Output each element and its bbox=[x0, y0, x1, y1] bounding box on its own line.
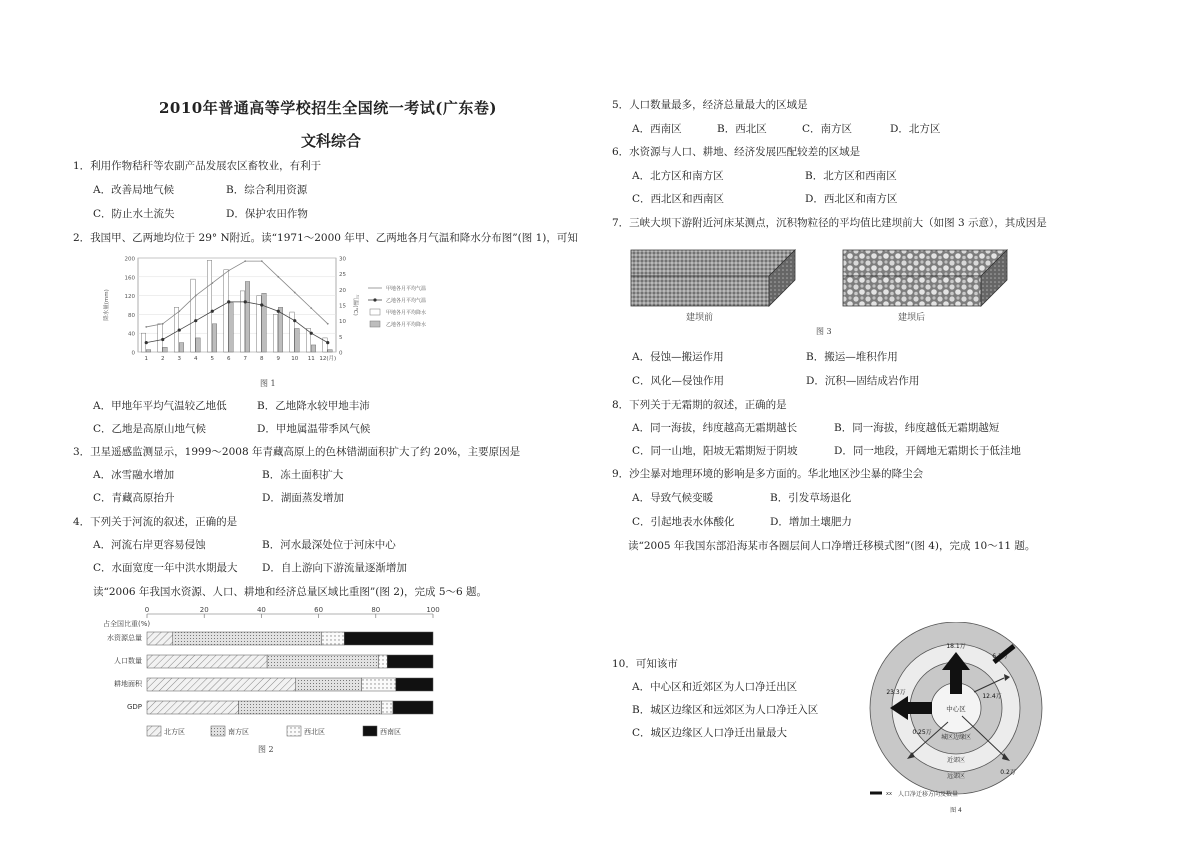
after-dam-block bbox=[843, 250, 1007, 306]
q10-stem: 10．可知该市 bbox=[612, 658, 678, 670]
point-yi-temperature bbox=[326, 341, 329, 344]
q2-option-d[interactable]: D．甲地属温带季风气候 bbox=[257, 423, 371, 435]
bar-jia-precipitation bbox=[191, 279, 196, 352]
migration-amount-label: 12.4万 bbox=[982, 693, 1002, 700]
stacked-bar-segment bbox=[396, 678, 433, 691]
bar-jia-precipitation bbox=[158, 324, 163, 352]
stacked-bar-segment bbox=[239, 701, 382, 714]
figure-1-caption: 图 1 bbox=[260, 379, 276, 388]
ring2-zone-label: 近郊区 bbox=[946, 757, 966, 764]
stacked-bar-segment bbox=[267, 655, 379, 668]
point-yi-temperature bbox=[227, 300, 230, 303]
q7-option-c[interactable]: C．风化—侵蚀作用 bbox=[632, 375, 725, 387]
q2-stem: 2．我国甲、乙两地均位于 29° N附近。读“1971～2000 年甲、乙两地各月气温和降水分布图”(图 1)，可知 bbox=[73, 232, 578, 244]
figure-3-label-before: 建坝前 bbox=[686, 313, 714, 323]
legend-sample: xx bbox=[886, 791, 892, 797]
q1-option-c[interactable]: C．防止水土流失 bbox=[93, 208, 175, 220]
q7-option-a[interactable]: A．侵蚀—搬运作用 bbox=[632, 351, 724, 363]
figure-2-stacked-bar-chart bbox=[85, 602, 455, 757]
stacked-bar-segment bbox=[362, 678, 396, 691]
q7-option-d[interactable]: D．沉积—固结成岩作用 bbox=[806, 375, 920, 387]
stacked-bar-segment bbox=[382, 701, 393, 714]
point-jia-temperature bbox=[178, 310, 180, 312]
legend-label: 西北区 bbox=[304, 728, 325, 736]
stacked-bar-segment bbox=[173, 632, 322, 645]
q2-option-b[interactable]: B．乙地降水较甲地丰沛 bbox=[257, 400, 370, 412]
q4-option-a[interactable]: A．河流右岸更容易侵蚀 bbox=[93, 539, 206, 551]
q8-option-d[interactable]: D．同一地段，开阔地无霜期长于低洼地 bbox=[834, 445, 1021, 457]
q2-option-a[interactable]: A．甲地年平均气温较乙地低 bbox=[93, 400, 227, 412]
read-figure-2-instruction: 读“2006 年我国水资源、人口、耕地和经济总量区域比重图”(图 2)，完成 5～6 题。 bbox=[93, 586, 488, 598]
x-tick-label: 2 bbox=[161, 356, 165, 362]
x-tick-label: 7 bbox=[243, 356, 247, 362]
axis-tick-label: 80 bbox=[371, 606, 381, 614]
q1-option-d[interactable]: D．保护农田作物 bbox=[226, 208, 308, 220]
q3-option-c[interactable]: C．青藏高原抬升 bbox=[93, 492, 175, 504]
right-axis-tick-label: 20 bbox=[339, 287, 346, 294]
stacked-bar-segment bbox=[147, 655, 267, 668]
stacked-bar-segment bbox=[387, 655, 433, 668]
point-jia-temperature bbox=[228, 270, 230, 272]
point-jia-temperature bbox=[261, 260, 263, 262]
point-yi-temperature bbox=[260, 303, 263, 306]
bar-jia-precipitation bbox=[224, 270, 229, 352]
q6-stem: 6．水资源与人口、耕地、经济发展匹配较差的区域是 bbox=[612, 146, 861, 158]
q9-option-c[interactable]: C．引起地表水体酸化 bbox=[632, 516, 735, 528]
stacked-bar-segment bbox=[379, 655, 388, 668]
ring3-zone-label: 远郊区 bbox=[946, 773, 966, 780]
q1-option-b[interactable]: B．综合利用资源 bbox=[226, 184, 308, 196]
legend-label: 乙地各月平均气温 bbox=[386, 298, 427, 304]
bar-jia-precipitation bbox=[273, 314, 278, 352]
left-axis-tick-label: 200 bbox=[124, 256, 135, 263]
figure-4-migration-diagram bbox=[858, 622, 1058, 817]
x-tick-label: 8 bbox=[260, 356, 264, 362]
q8-stem: 8．下列关于无霜期的叙述，正确的是 bbox=[612, 399, 787, 411]
figure-3-label-after: 建坝后 bbox=[898, 313, 926, 323]
left-axis-tick-label: 80 bbox=[128, 312, 135, 319]
axis-tick-label: 100 bbox=[426, 606, 440, 614]
migration-amount-label: 0.25万 bbox=[912, 729, 932, 736]
left-axis-tick-label: 120 bbox=[124, 294, 135, 301]
x-tick-label: 9 bbox=[276, 356, 280, 362]
point-yi-temperature bbox=[161, 338, 164, 341]
stacked-bar-segment bbox=[321, 632, 344, 645]
q5-option-d[interactable]: D．北方区 bbox=[890, 123, 941, 135]
bar-yi-precipitation bbox=[278, 307, 283, 352]
q6-option-c[interactable]: C．西北区和西南区 bbox=[632, 193, 725, 205]
axis-title: 占全国比重(%) bbox=[103, 620, 151, 628]
migration-amount-label: 0.2万 bbox=[1000, 769, 1016, 776]
right-axis-tick-label: 10 bbox=[339, 319, 346, 326]
point-jia-temperature bbox=[244, 260, 246, 262]
bar-yi-precipitation bbox=[179, 343, 184, 352]
q7-option-b[interactable]: B．搬运—堆积作用 bbox=[806, 351, 898, 363]
left-axis-tick-label: 0 bbox=[131, 350, 135, 357]
bar-yi-precipitation bbox=[328, 350, 333, 352]
q9-option-a[interactable]: A．导致气候变暖 bbox=[632, 492, 714, 504]
x-tick-label: 3 bbox=[177, 356, 181, 362]
axis-tick-label: 60 bbox=[314, 606, 324, 614]
point-yi-temperature bbox=[244, 300, 247, 303]
point-jia-temperature bbox=[294, 292, 296, 294]
q5-option-a[interactable]: A．西南区 bbox=[632, 123, 682, 135]
axis-tick-label: 0 bbox=[144, 606, 150, 614]
category-label: 水资源总量 bbox=[107, 634, 142, 642]
q9-option-b[interactable]: B．引发草场退化 bbox=[770, 492, 852, 504]
legend-label: 西南区 bbox=[380, 728, 401, 736]
figure-3-caption: 图 3 bbox=[816, 327, 832, 336]
q8-option-a[interactable]: A．同一海拔，纬度越高无霜期越长 bbox=[632, 422, 798, 434]
point-jia-temperature bbox=[145, 326, 147, 328]
q5-option-c[interactable]: C．南方区 bbox=[802, 123, 853, 135]
figure-4-caption: 图 4 bbox=[950, 807, 962, 814]
point-yi-temperature bbox=[178, 328, 181, 331]
point-jia-temperature bbox=[195, 295, 197, 297]
q10-option-c[interactable]: C．城区边缘区人口净迁出量最大 bbox=[632, 727, 788, 739]
right-axis-label: 气温(℃) bbox=[352, 294, 358, 316]
q3-option-b[interactable]: B．冻土面积扩大 bbox=[262, 469, 344, 481]
right-axis-tick-label: 25 bbox=[339, 272, 346, 279]
migration-amount-label: 6.1万 bbox=[992, 653, 1008, 660]
bar-yi-precipitation bbox=[212, 324, 217, 352]
bar-jia-precipitation bbox=[240, 291, 245, 352]
line-yi-temperature bbox=[146, 302, 328, 343]
stacked-bar-segment bbox=[147, 701, 239, 714]
stacked-bar-segment bbox=[147, 678, 296, 691]
legend-swatch bbox=[370, 321, 380, 327]
point-yi-temperature bbox=[293, 319, 296, 322]
migration-amount-label: 18.1万 bbox=[946, 643, 966, 650]
migration-amount-label: 23.3万 bbox=[886, 689, 906, 696]
legend-label: 乙地各月平均降水 bbox=[386, 322, 427, 328]
point-jia-temperature bbox=[162, 323, 164, 325]
ring1-zone-label: 城区边缘区 bbox=[940, 734, 972, 741]
point-jia-temperature bbox=[277, 276, 279, 278]
bar-yi-precipitation bbox=[146, 350, 151, 352]
right-axis-tick-label: 15 bbox=[339, 303, 346, 310]
point-jia-temperature bbox=[211, 282, 213, 284]
legend-swatch bbox=[363, 726, 377, 736]
legend-label: 人口净迁移方向及数量 bbox=[898, 791, 959, 798]
axis-tick-label: 40 bbox=[256, 606, 266, 614]
legend-swatch bbox=[147, 726, 161, 736]
category-label: GDP bbox=[126, 703, 142, 711]
q3-stem: 3．卫星遥感监测显示，1999～2008 年青藏高原上的色林错湖面积扩大了约 20%，主要原因是 bbox=[73, 446, 521, 458]
bar-yi-precipitation bbox=[245, 282, 250, 353]
legend-label: 甲地各月平均气温 bbox=[386, 286, 427, 292]
x-tick-label: 1 bbox=[144, 356, 148, 362]
q9-option-d[interactable]: D．增加土壤肥力 bbox=[770, 516, 852, 528]
q3-option-a[interactable]: A．冰雪融水增加 bbox=[93, 469, 175, 481]
center-zone-label: 中心区 bbox=[946, 705, 966, 713]
left-axis-tick-label: 40 bbox=[128, 331, 135, 338]
right-axis-tick-label: 0 bbox=[339, 350, 343, 357]
stacked-bar-segment bbox=[147, 632, 173, 645]
q3-option-d[interactable]: D．湖面蒸发增加 bbox=[262, 492, 344, 504]
x-tick-label: 4 bbox=[194, 356, 198, 362]
q5-stem: 5．人口数量最多，经济总量最大的区域是 bbox=[612, 99, 808, 111]
q1-option-a[interactable]: A．改善局地气候 bbox=[93, 184, 175, 196]
point-yi-temperature bbox=[145, 341, 148, 344]
point-jia-temperature bbox=[327, 323, 329, 325]
q8-option-c[interactable]: C．同一山地，阳坡无霜期短于阴坡 bbox=[632, 445, 798, 457]
stacked-bar-segment bbox=[296, 678, 362, 691]
x-tick-label: 6 bbox=[227, 356, 231, 362]
read-figure-4-instruction: 读“2005 年我国东部沿海某市各圈层间人口净增迁移模式图”(图 4)，完成 10～11 题。 bbox=[628, 540, 1036, 552]
axis-tick-label: 20 bbox=[199, 606, 209, 614]
q2-option-c[interactable]: C．乙地是高原山地气候 bbox=[93, 423, 207, 435]
q6-option-b[interactable]: B．北方区和西南区 bbox=[805, 170, 897, 182]
bar-jia-precipitation bbox=[207, 260, 212, 352]
x-tick-label: 11 bbox=[307, 356, 315, 362]
bar-yi-precipitation bbox=[262, 293, 267, 352]
point-yi-temperature bbox=[211, 310, 214, 313]
q6-option-d[interactable]: D．西北区和南方区 bbox=[805, 193, 898, 205]
x-tick-label: 12(月) bbox=[319, 356, 337, 362]
left-axis-label: 降水量(mm) bbox=[104, 289, 110, 321]
exam-title: 2010年普通高等学校招生全国统一考试(广东卷) bbox=[159, 99, 497, 117]
left-axis-tick-label: 160 bbox=[124, 275, 135, 282]
point-yi-temperature bbox=[310, 332, 313, 335]
stacked-bar-segment bbox=[393, 701, 433, 714]
figure-2-caption: 图 2 bbox=[258, 745, 274, 754]
figure-1-climate-chart bbox=[98, 252, 478, 387]
legend-label: 南方区 bbox=[228, 728, 249, 736]
legend-label: 北方区 bbox=[164, 728, 185, 736]
before-dam-block bbox=[631, 250, 795, 306]
category-label: 人口数量 bbox=[114, 657, 142, 665]
q6-option-a[interactable]: A．北方区和南方区 bbox=[632, 170, 724, 182]
bar-yi-precipitation bbox=[229, 303, 234, 352]
line-jia-temperature bbox=[146, 261, 328, 327]
legend-swatch bbox=[211, 726, 225, 736]
q4-option-d[interactable]: D．自上游向下游流量逐渐增加 bbox=[262, 562, 407, 574]
legend-swatch-marker bbox=[373, 298, 376, 301]
bar-yi-precipitation bbox=[196, 338, 201, 352]
exam-subtitle: 文科综合 bbox=[301, 132, 362, 150]
bar-yi-precipitation bbox=[295, 329, 300, 353]
q10-option-a[interactable]: A．中心区和近郊区为人口净迁出区 bbox=[632, 681, 798, 693]
legend-swatch bbox=[287, 726, 301, 736]
q4-option-b[interactable]: B．河水最深处位于河床中心 bbox=[262, 539, 396, 551]
q1-stem: 1．利用作物秸秆等农副产品发展农区畜牧业，有利于 bbox=[73, 160, 322, 172]
bar-yi-precipitation bbox=[163, 347, 168, 352]
bar-yi-precipitation bbox=[311, 345, 316, 352]
point-yi-temperature bbox=[194, 319, 197, 322]
legend-swatch bbox=[370, 309, 380, 315]
q9-stem: 9．沙尘暴对地理环境的影响是多方面的。华北地区沙尘暴的降尘会 bbox=[612, 468, 924, 480]
q10-option-b[interactable]: B．城区边缘区和远郊区为人口净迁入区 bbox=[632, 704, 819, 716]
figure-3-riverbed-blocks bbox=[625, 236, 1020, 338]
x-tick-label: 5 bbox=[210, 356, 214, 362]
point-jia-temperature bbox=[310, 307, 312, 309]
x-tick-label: 10 bbox=[291, 356, 299, 362]
stacked-bar-segment bbox=[344, 632, 433, 645]
right-axis-tick-label: 5 bbox=[339, 334, 343, 341]
legend-label: 甲地各月平均降水 bbox=[386, 310, 427, 316]
right-axis-tick-label: 30 bbox=[339, 256, 346, 263]
q7-stem: 7．三峡大坝下游附近河床某测点，沉积物粒径的平均值比建坝前大（如图 3 示意），其成因是 bbox=[612, 217, 1047, 229]
q8-option-b[interactable]: B．同一海拔，纬度越低无霜期越短 bbox=[834, 422, 1000, 434]
q4-option-c[interactable]: C．水面宽度一年中洪水期最大 bbox=[93, 562, 238, 574]
point-yi-temperature bbox=[277, 310, 280, 313]
category-label: 耕地面积 bbox=[114, 680, 142, 688]
q5-option-b[interactable]: B．西北区 bbox=[717, 123, 767, 135]
q4-stem: 4．下列关于河流的叙述，正确的是 bbox=[73, 516, 238, 528]
